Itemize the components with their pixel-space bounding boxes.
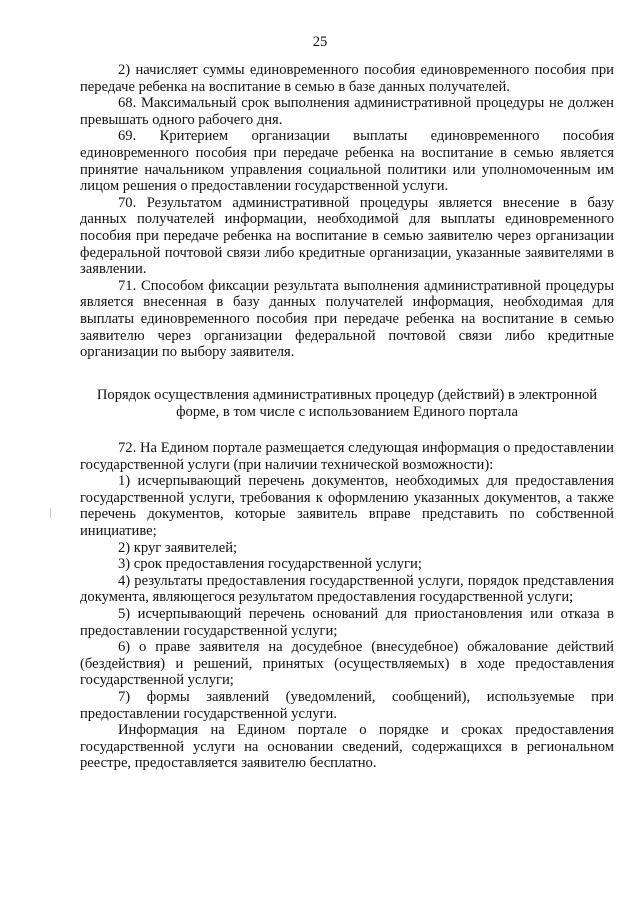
list-item-3: 3) срок предоставления государственной услуги;	[118, 556, 422, 573]
list-item-7: 7) формы заявлений (уведомлений, сообщений), используемые при предоставлении государственной услуги.	[80, 688, 614, 722]
section-heading	[80, 387, 614, 420]
section-heading-line-1: Порядок осуществления административных процедур (действий) в электронной	[96, 387, 598, 403]
list-item-5: 5) исчерпывающий перечень оснований для приостановления или отказа в предоставлении государственной услуги;	[80, 605, 614, 639]
paragraph-71: 71. Способом фиксации результата выполнения административной процедуры является внесенная в базу данных получателей информация, необходимая для выплаты единовременного пособия при передаче ребенка на воспитание в семью заявителю через организации федеральной почтовой связи либо кредитные организации по выбору заявителя.	[80, 277, 614, 361]
list-item-1: 1) исчерпывающий перечень документов, необходимых для предоставления государственной услуги, требования к оформлению указанных документов, а также перечень документов, которые заявитель вправе представить по собственной инициативе;	[80, 473, 614, 539]
paragraph-72: 72. На Едином портале размещается следующая информация о предоставлении государственной услуги (при наличии технической возможности):	[80, 440, 614, 473]
paragraph-70: 70. Результатом административной процедуры является внесение в базу данных получателей информации, необходимой для выплаты единовременного пособия при передаче ребенка на воспитание в семью заявителю через организации федеральной почтовой связи либо кредитные организации, указанные заявителями в заявлении.	[80, 194, 614, 278]
list-item-6: 6) о праве заявителя на досудебное (внесудебное) обжалование действий (бездействия) и решений, принятых (осуществляемых) в ходе предоставления государственной услуги;	[80, 639, 614, 689]
paragraph-info-free: Информация на Едином портале о порядке и сроках предоставления государственной услуги на основании сведений, содержащихся в региональном реестре, предоставляется заявителю бесплатно.	[80, 722, 614, 772]
list-item-4: 4) результаты предоставления государственной услуги, порядок представления документа, являющегося результатом предоставления государственной услуги;	[80, 572, 614, 606]
page-number: 25	[312, 34, 328, 50]
paragraph-68: 68. Максимальный срок выполнения административной процедуры не должен превышать одного рабочего дня.	[80, 95, 614, 128]
margin-mark	[50, 508, 51, 518]
bottom-text-block	[80, 440, 614, 772]
top-text-block	[80, 62, 614, 361]
paragraph-69: 69. Критерием организации выплаты единовременного пособия единовременного пособия при передаче ребенка на воспитание в семью является принятие начальником управления социальной политики или уполномоченным им лицом решения о предоставлении государственной услуги.	[80, 128, 614, 195]
list-item-2: 2) круг заявителей;	[118, 539, 238, 556]
paragraph-67-item-2: 2) начисляет суммы единовременного пособия единовременного пособия при передаче ребенка на воспитание в семью в базе данных получателей.	[80, 62, 614, 95]
section-heading-line-2: форме, в том числе с использованием Единого портала	[176, 403, 518, 420]
